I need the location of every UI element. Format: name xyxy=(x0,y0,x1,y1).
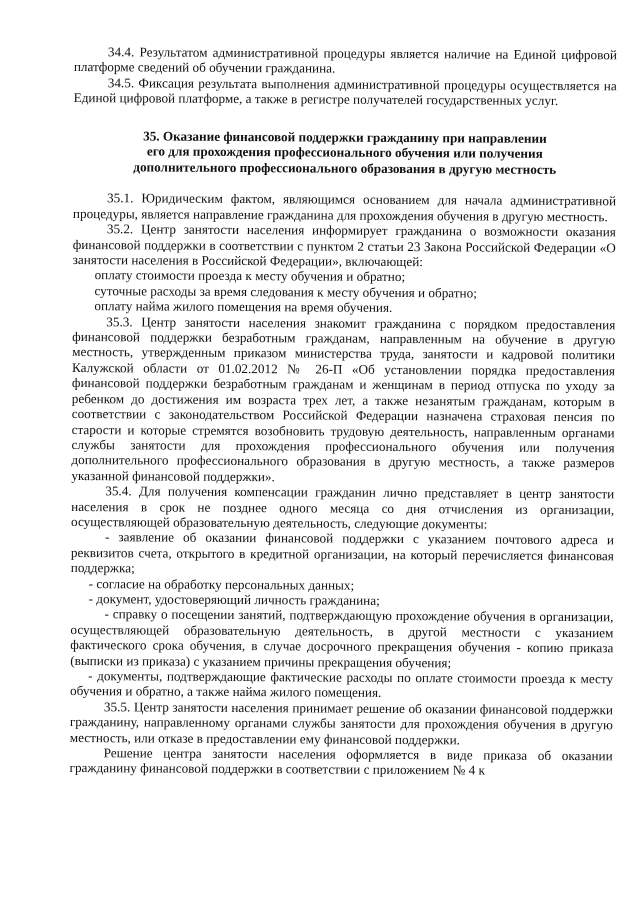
paragraph-35-3: 35.3. Центр занятости населения знакомит гражданина с порядком предоставления финансовой поддержки безработным гражданам, направленным на обучение в другую местность, утвержденным приказом министерства труда, занятости и кадровой политики Калужской области от 01.02.2012 № 26-П «Об установлении порядка предоставления финансовой поддержки безработным гражданам и женщинам в период отпуска по уходу за ребенком до достижения им возраста трех лет, а также незанятым гражданам, которым в соответствии с законодательством Российской Федерации назначена страховая пенсия по старости и которые стремятся возобновить трудовую деятельность, направленным органами службы занятости для прохождения профессионального обучения или получения дополнительного профессионального образования в другую местность, а также размеров указанной финансовой поддержки». xyxy=(71,313,616,484)
paragraph-34-4: 34.4. Результатом административной процедуры является наличие на Единой цифровой платформе сведений об обучении гражданина. xyxy=(73,44,617,77)
section-heading-line: 35. Оказание финансовой поддержки гражданину при направлении xyxy=(143,128,547,146)
paragraph-35-4: 35.4. Для получения компенсации гражданин лично представляет в центр занятости населения в срок не позднее одного месяца со дня отчисления из организации, осуществляющей образовательную деятельность, следующие документы: xyxy=(71,483,615,532)
paragraph-decision: Решение центра занятости населения оформляется в виде приказа об оказании гражданину финансовой поддержки в соответствии с приложением № 4 к xyxy=(69,745,613,778)
list-item: оплату стоимости проезда к месту обучения и обратно; xyxy=(94,267,406,285)
section-heading xyxy=(73,128,616,178)
section-heading-line: дополнительного профессионального образования в другую местность xyxy=(133,159,557,177)
list-item: - документ, удостоверяющий личность гражданина; xyxy=(88,591,380,608)
list-item: - справку о посещении занятий, подтверждающую прохождение обучения в организации, осуществляющей образовательную деятельность, в другой местности с указанием фактического срока обучения, в случае досрочного прекращения обучения - копию приказа (выписки из приказа) с указанием причины прекращения обучения; xyxy=(70,606,614,670)
paragraph-35-5: 35.5. Центр занятости населения принимает решение об оказании финансовой поддержки гражданину, направленному органами службы занятости для прохождения обучения в другую местность, или отказе в предоставлении ему финансовой поддержки. xyxy=(69,699,613,747)
section-heading-line: его для прохождения профессионального обучения или получения xyxy=(146,143,543,162)
paragraph-35-2: 35.2. Центр занятости населения информирует гражданина о возможности оказания финансовой поддержки в соответствии с пунктом 2 статьи 23 Закона Российской Федерации «О занятости населения в Российской Федерации», включающей: xyxy=(72,221,616,270)
list-item: - заявление об оказании финансовой поддержки с указанием почтового адреса и реквизитов счета, открытого в кредитной организации, на который перечисляется финансовая поддержка; xyxy=(70,529,615,576)
paragraph-34-5: 34.5. Фиксация результата выполнения административной процедуры осуществляется на Единой цифровой платформе, а также в регистре получателей государственных услуг. xyxy=(73,75,617,109)
document-body xyxy=(70,44,617,779)
list-item: - согласие на обработку персональных данных; xyxy=(88,575,355,593)
list-item: - документы, подтверждающие фактические расходы по оплате стоимости проезда к месту обучения и обратно, а также найма жилого помещения. xyxy=(70,668,614,701)
list-item: оплату найма жилого помещения на время обучения. xyxy=(94,298,393,316)
paragraph-35-1: 35.1. Юридическим фактом, являющимся основанием для начала административной процедуры, является направление гражданина для прохождения обучения в другую местность. xyxy=(72,190,617,225)
list-item: суточные расходы за время следования к месту обучения и обратно; xyxy=(94,282,477,301)
